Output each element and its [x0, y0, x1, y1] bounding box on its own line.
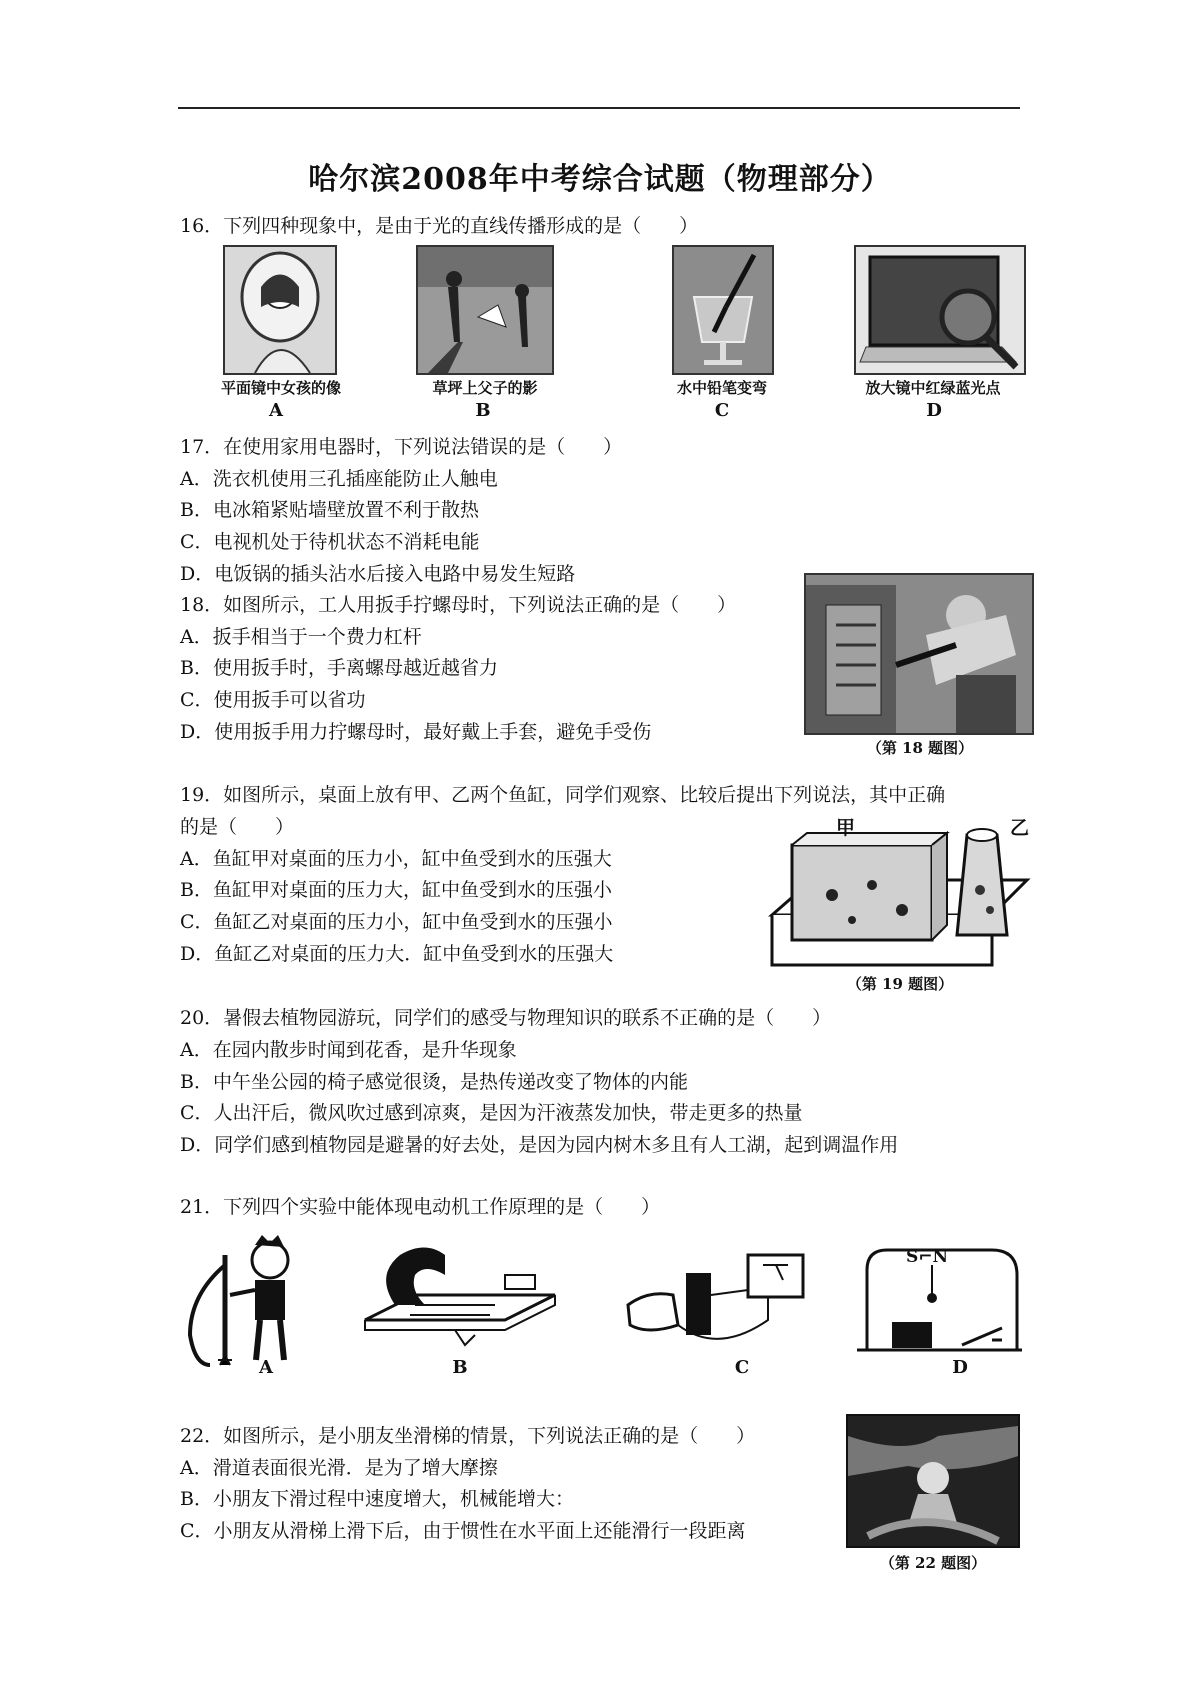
q19-option-a: A．鱼缸甲对桌面的压力小，缸中鱼受到水的压强大	[180, 848, 612, 870]
q16-letter-c: C	[714, 400, 730, 421]
q19-label-yi: 乙	[1010, 817, 1030, 839]
q21-figure-b-magnet-rails	[355, 1235, 560, 1355]
q16-letter-b: B	[475, 400, 491, 421]
q16-caption-b: 草坪上父子的影	[432, 379, 538, 397]
q17-option-c: C．电视机处于待机状态不消耗电能	[180, 531, 480, 553]
q21-letter-d: D	[952, 1357, 968, 1378]
q22-stem: 22．如图所示，是小朋友坐滑梯的情景，下列说法正确的是（ ）	[180, 1425, 756, 1447]
q19-option-d: D．鱼缸乙对桌面的压力大．缸中鱼受到水的压强大	[180, 943, 614, 965]
q18-figure-caption: （第 18 题图）	[866, 739, 974, 757]
q21-compass-label: S⌐N	[906, 1247, 949, 1267]
q21-stem: 21．下列四个实验中能体现电动机工作原理的是（ ）	[180, 1196, 661, 1218]
q18-option-c: C．使用扳手可以省功	[180, 689, 366, 711]
q21-figure-a-generator	[180, 1235, 310, 1375]
q19-stem-line2: 的是（ ）	[180, 816, 295, 838]
q19-option-c: C．鱼缸乙对桌面的压力小，缸中鱼受到水的压强小	[180, 911, 613, 933]
q18-option-b: B．使用扳手时，手离螺母越近越省力	[180, 657, 498, 679]
q22-figure-slide	[846, 1414, 1020, 1548]
page-title: 哈尔滨2008年中考综合试题（物理部分）	[308, 162, 892, 197]
q19-stem-line1: 19．如图所示，桌面上放有甲、乙两个鱼缸，同学们观察、比较后提出下列说法，其中正确	[180, 784, 946, 806]
q18-stem: 18．如图所示，工人用扳手拧螺母时，下列说法正确的是（ ）	[180, 594, 737, 616]
q17-option-d: D．电饭锅的插头沾水后接入电路中易发生短路	[180, 563, 576, 585]
q16-caption-a: 平面镜中女孩的像	[220, 379, 341, 397]
q19-option-b: B．鱼缸甲对桌面的压力大，缸中鱼受到水的压强小	[180, 879, 612, 901]
q19-label-jia: 甲	[836, 817, 856, 839]
header-rule	[178, 107, 1020, 109]
q20-stem: 20．暑假去植物园游玩，同学们的感受与物理知识的联系不正确的是（ ）	[180, 1007, 832, 1029]
q17-option-a: A．洗衣机使用三孔插座能防止人触电	[180, 468, 498, 490]
q16-stem: 16．下列四种现象中，是由于光的直线传播形成的是（ ）	[180, 215, 699, 237]
q20-option-a: A．在园内散步时闻到花香，是升华现象	[180, 1039, 517, 1061]
q17-stem: 17．在使用家用电器时，下列说法错误的是（ ）	[180, 436, 623, 458]
q16-caption-d: 放大镜中红绿蓝光点	[865, 379, 1001, 397]
q20-option-b: B．中午坐公园的椅子感觉很烫，是热传递改变了物体的内能	[180, 1071, 688, 1093]
q19-figure-caption: （第 19 题图）	[846, 975, 954, 993]
q21-figure-c-meter	[618, 1235, 808, 1365]
q16-letter-a: A	[269, 400, 283, 421]
q22-option-a: A．滑道表面很光滑．是为了增大摩擦	[180, 1457, 498, 1479]
q22-option-b: B．小朋友下滑过程中速度增大，机械能增大：	[180, 1488, 574, 1510]
q18-figure-wrench-worker	[804, 573, 1034, 735]
q21-letter-c: C	[734, 1357, 750, 1378]
q16-image-c-pencil-in-water	[672, 245, 774, 375]
q20-option-c: C．人出汗后，微风吹过感到凉爽，是因为汗液蒸发加快，带走更多的热量	[180, 1102, 803, 1124]
q21-letter-b: B	[452, 1357, 468, 1378]
q17-option-b: B．电冰箱紧贴墙壁放置不利于散热	[180, 499, 479, 521]
q20-option-d: D．同学们感到植物园是避暑的好去处，是因为园内树木多且有人工湖，起到调温作用	[180, 1134, 899, 1156]
q16-caption-c: 水中铅笔变弯	[676, 379, 767, 397]
q22-figure-caption: （第 22 题图）	[879, 1554, 987, 1572]
q16-letter-d: D	[926, 400, 942, 421]
q21-letter-a: A	[259, 1357, 273, 1378]
q18-option-d: D．使用扳手用力拧螺母时，最好戴上手套，避免手受伤	[180, 721, 652, 743]
q16-image-a-mirror-girl	[223, 245, 337, 375]
q19-figure-fish-tanks	[752, 815, 1032, 970]
q16-image-b-shadow	[416, 245, 554, 375]
q22-option-c: C．小朋友从滑梯上滑下后，由于惯性在水平面上还能滑行一段距离	[180, 1520, 746, 1542]
q18-option-a: A．扳手相当于一个费力杠杆	[180, 626, 422, 648]
q16-image-d-magnifier	[854, 245, 1026, 375]
